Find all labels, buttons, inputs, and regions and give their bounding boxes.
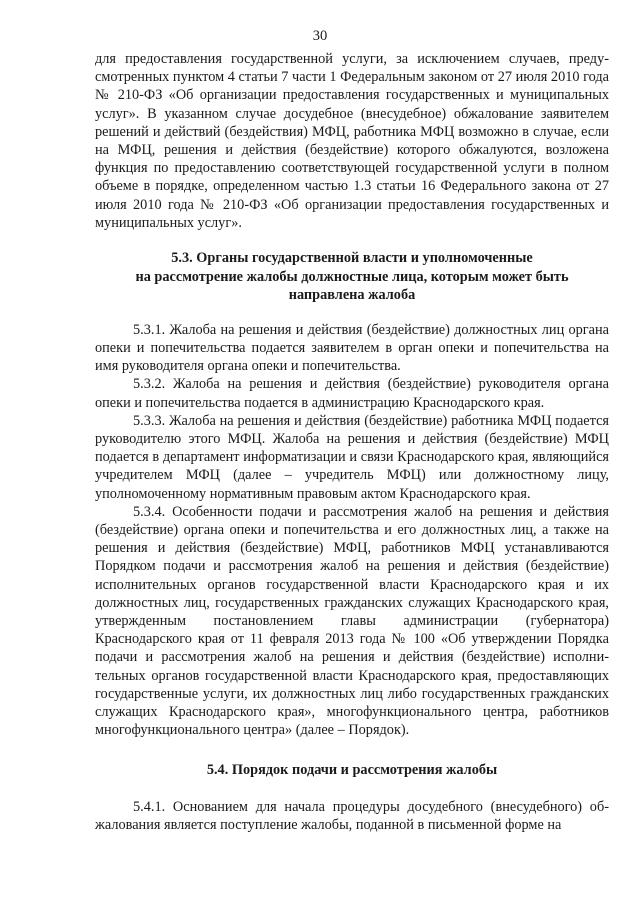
paragraph-5-3-1: 5.3.1. Жалоба на решения и действия (бездействие) должностных лиц органа опеки и попечительства подается заявителем в орган опеки и попечительства на имя руководителя органа опеки и попечительства. (95, 321, 609, 375)
paragraph-intro: для предоставления государственной услуги, за исключением случаев, предусмотренных пунктом 4 статьи 7 части 1 Федеральным законом от 27 июля 2010 года № 210-ФЗ «Об организации предоставления государственных и муниципальных услуг». В указанном случае досудебное (внесудебное) обжалование заявителем решений и действий (бездействия) МФЦ, работника МФЦ возможно в случае, если на МФЦ, решения и действия (бездействие) которого обжалуются, возложена функция по предоставлению соответствующей государственной услуги в полном объеме в порядке, определенном частью 1.3 статьи 16 Федерального закона от 27 июля 2010 года № 210-ФЗ «Об организации предоставления государственных и муниципальных услуг». (95, 51, 609, 231)
section-5-3-heading-line-3: направлена жалоба (288, 287, 416, 304)
paragraph-5-3-3: 5.3.3. Жалоба на решения и действия (бездействие) работника МФЦ подается руководителю этого МФЦ. Жалоба на решения и действия (бездействие) МФЦ подается в департамент информатизации и связи Краснодарского края, являющийся учредителем МФЦ (далее – учредитель МФЦ) или должностному лицу, уполномоченному нормативным правовым актом Краснодарского края. (95, 412, 609, 502)
page-number: 30 (312, 28, 328, 44)
section-5-3-heading-line-1: 5.3. Органы государственной власти и уполномоченные (171, 250, 533, 267)
paragraph-5-3-2: 5.3.2. Жалоба на решения и действия (бездействие) руководителя органа опеки и попечительства подается в администрацию Краснодарского края. (95, 376, 609, 411)
paragraph-5-4-1: 5.4.1. Основанием для начала процедуры досудебного (внесудебного) обжалования является поступление жалобы, поданной в письменной форме на (95, 799, 609, 834)
section-5-3-heading-line-2: на рассмотрение жалобы должностные лица, которым может быть (135, 268, 569, 285)
section-5-3-heading (95, 249, 609, 305)
document-body (95, 50, 609, 834)
section-5-4-heading: 5.4. Порядок подачи и рассмотрения жалобы (206, 762, 498, 779)
paragraph-5-3-4: 5.3.4. Особенности подачи и рассмотрения жалоб на решения и действия (бездействие) органа опеки и попечительства и его должностных лиц, а также на решения и действия (бездействие) МФЦ, работников МФЦ устанавливаются Порядком подачи и рассмотрения жалоб на решения и действия (бездействие) исполнительных органов государственной власти Краснодарского края и их должностных лиц, государственных гражданских служащих Краснодарского края, утвержденным постановлением главы администрации (губернатора) Краснодарского края от 11 февраля 2013 года № 100 «Об утверждении Порядка подачи и рассмотрения жалоб на решения и действия (бездействие) исполнительных органов государственной власти Краснодарского края, предоставляющих государственные услуги, их должностных лиц либо государственных гражданских служащих Краснодарского края», многофункционального центра, работников многофункционального центра» (далее – Порядок). (95, 503, 609, 739)
